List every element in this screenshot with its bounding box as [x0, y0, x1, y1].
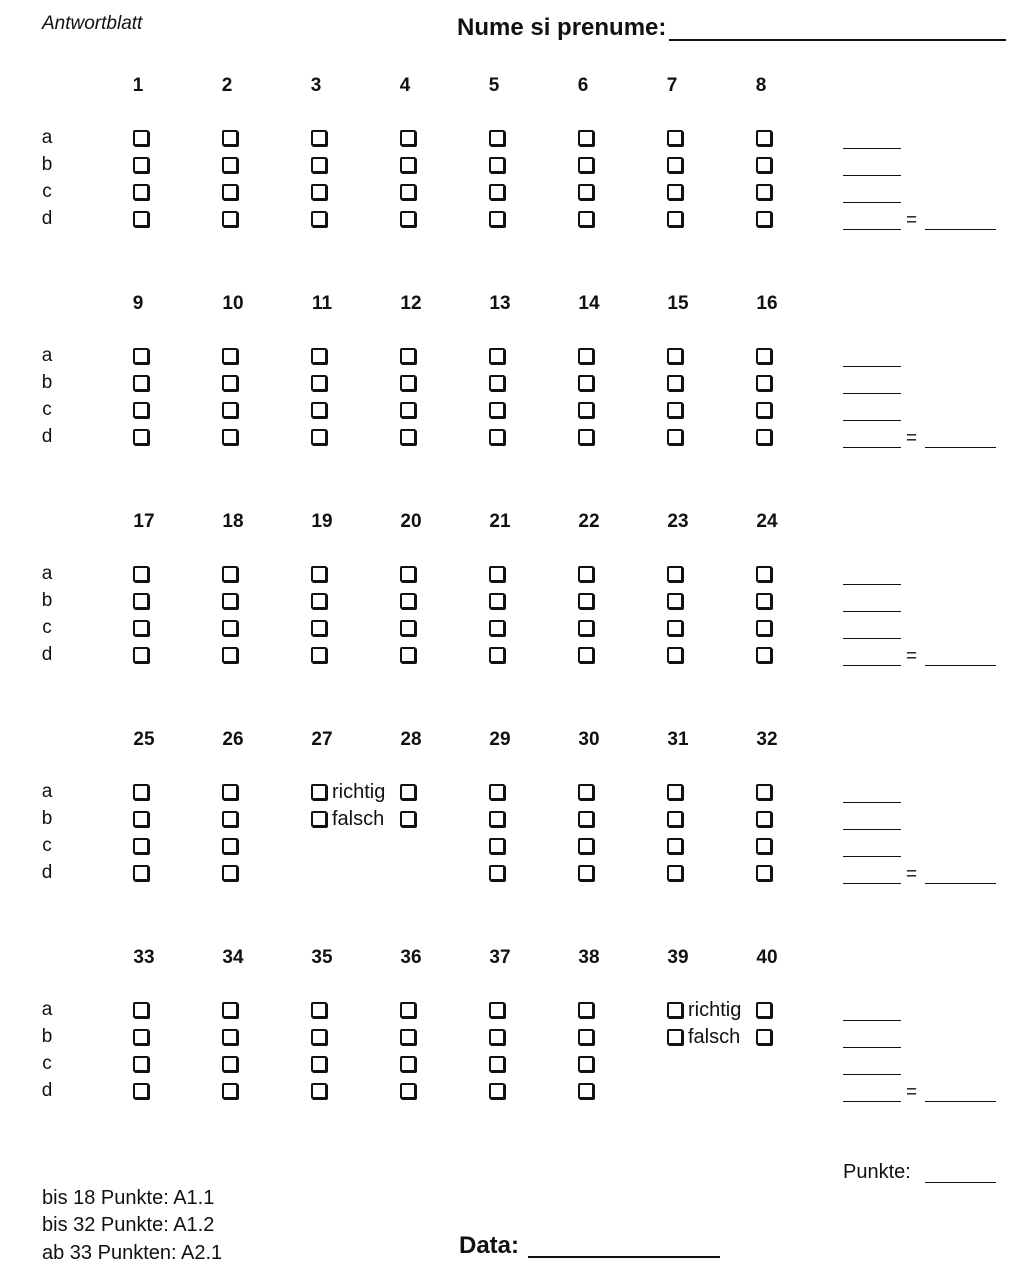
answer-checkbox[interactable] [578, 566, 594, 582]
answer-checkbox[interactable] [133, 375, 149, 391]
answer-checkbox[interactable] [311, 1029, 327, 1045]
equals-sign: = [906, 646, 918, 667]
question-number: 12 [400, 293, 422, 314]
question-number: 16 [756, 293, 778, 314]
answer-checkbox[interactable] [133, 130, 149, 146]
answer-checkbox[interactable] [311, 1056, 327, 1072]
answer-checkbox[interactable] [222, 647, 238, 663]
richtig-label: richtig [332, 781, 386, 803]
answer-checkbox[interactable] [133, 211, 149, 227]
answer-checkbox[interactable] [489, 838, 505, 854]
answer-checkbox[interactable] [133, 1083, 149, 1099]
answer-checkbox[interactable] [578, 157, 594, 173]
question-number: 27 [311, 729, 333, 750]
answer-checkbox[interactable] [400, 1029, 416, 1045]
answer-checkbox[interactable] [222, 211, 238, 227]
answer-checkbox[interactable] [578, 620, 594, 636]
answer-checkbox[interactable] [311, 211, 327, 227]
row-score-line[interactable] [843, 665, 901, 666]
question-number: 37 [489, 947, 511, 968]
answer-checkbox[interactable] [756, 402, 772, 418]
answer-checkbox[interactable] [489, 811, 505, 827]
answer-checkbox[interactable] [222, 348, 238, 364]
answer-checkbox[interactable] [133, 593, 149, 609]
row-score-line[interactable] [843, 229, 901, 230]
answer-checkbox[interactable] [667, 566, 683, 582]
answer-checkbox[interactable] [133, 429, 149, 445]
answer-checkbox[interactable] [133, 811, 149, 827]
answer-checkbox[interactable] [667, 784, 683, 800]
question-number: 38 [578, 947, 600, 968]
answer-checkbox[interactable] [756, 865, 772, 881]
answer-checkbox[interactable] [489, 593, 505, 609]
question-number: 32 [756, 729, 778, 750]
answer-checkbox[interactable] [578, 429, 594, 445]
option-row-label: c [42, 1053, 52, 1074]
answer-checkbox[interactable] [222, 784, 238, 800]
row-score-line[interactable] [843, 856, 901, 857]
answer-checkbox[interactable] [667, 620, 683, 636]
question-number: 34 [222, 947, 244, 968]
option-row-label: b [41, 808, 53, 829]
option-row-label: b [41, 590, 53, 611]
answer-checkbox[interactable] [133, 865, 149, 881]
option-row-label: c [42, 617, 52, 638]
answer-checkbox[interactable] [667, 375, 683, 391]
block-total-line[interactable] [925, 665, 996, 666]
answer-checkbox[interactable] [667, 429, 683, 445]
answer-checkbox[interactable] [222, 402, 238, 418]
option-row-label: b [41, 372, 53, 393]
answer-checkbox[interactable] [133, 838, 149, 854]
answer-checkbox[interactable] [489, 429, 505, 445]
answer-checkbox[interactable] [133, 647, 149, 663]
equals-sign: = [906, 210, 918, 231]
answer-checkbox[interactable] [578, 647, 594, 663]
question-number: 22 [578, 511, 600, 532]
answer-checkbox[interactable] [578, 402, 594, 418]
question-number: 24 [756, 511, 778, 532]
row-score-line[interactable] [843, 1101, 901, 1102]
question-number: 1 [132, 75, 144, 96]
row-score-line[interactable] [843, 802, 901, 803]
date-label: Data: [459, 1232, 520, 1259]
answer-checkbox[interactable] [311, 593, 327, 609]
row-score-line[interactable] [843, 175, 901, 176]
question-number: 31 [667, 729, 689, 750]
answer-checkbox[interactable] [489, 375, 505, 391]
row-score-line[interactable] [843, 148, 901, 149]
answer-checkbox[interactable] [311, 811, 327, 827]
answer-checkbox[interactable] [400, 1056, 416, 1072]
falsch-label: falsch [332, 808, 385, 830]
answer-checkbox[interactable] [578, 130, 594, 146]
answer-checkbox[interactable] [222, 566, 238, 582]
answer-checkbox[interactable] [311, 130, 327, 146]
level-threshold-a11: bis 18 Punkte: A1.1 [42, 1187, 215, 1209]
answer-checkbox[interactable] [756, 429, 772, 445]
question-number: 19 [311, 511, 333, 532]
answer-checkbox[interactable] [222, 838, 238, 854]
row-score-line[interactable] [843, 420, 901, 421]
answer-checkbox[interactable] [578, 1029, 594, 1045]
answer-checkbox[interactable] [222, 593, 238, 609]
answer-checkbox[interactable] [400, 402, 416, 418]
answer-checkbox[interactable] [400, 566, 416, 582]
question-number: 3 [310, 75, 322, 96]
answer-checkbox[interactable] [756, 1002, 772, 1018]
answer-checkbox[interactable] [400, 211, 416, 227]
answer-checkbox[interactable] [133, 157, 149, 173]
answer-checkbox[interactable] [756, 348, 772, 364]
question-number: 9 [132, 293, 144, 314]
answer-checkbox[interactable] [578, 348, 594, 364]
answer-checkbox[interactable] [133, 1029, 149, 1045]
answer-checkbox[interactable] [489, 1002, 505, 1018]
question-number: 20 [400, 511, 422, 532]
answer-checkbox[interactable] [222, 157, 238, 173]
answer-checkbox[interactable] [667, 348, 683, 364]
answer-checkbox[interactable] [667, 647, 683, 663]
question-number: 13 [489, 293, 511, 314]
question-number: 10 [222, 293, 244, 314]
answer-checkbox[interactable] [489, 184, 505, 200]
answer-checkbox[interactable] [133, 402, 149, 418]
option-row-label: c [42, 835, 52, 856]
option-row-label: c [42, 181, 52, 202]
sheet-title: Antwortblatt [42, 13, 143, 34]
answer-checkbox[interactable] [578, 1002, 594, 1018]
option-row-label: a [41, 127, 53, 148]
row-score-line[interactable] [843, 883, 901, 884]
answer-checkbox[interactable] [756, 811, 772, 827]
answer-checkbox[interactable] [311, 184, 327, 200]
answer-checkbox[interactable] [667, 1029, 683, 1045]
row-score-line[interactable] [843, 1047, 901, 1048]
block-total-line[interactable] [925, 883, 996, 884]
question-number: 28 [400, 729, 422, 750]
answer-checkbox[interactable] [756, 593, 772, 609]
answer-checkbox[interactable] [400, 130, 416, 146]
row-score-line[interactable] [843, 447, 901, 448]
answer-checkbox[interactable] [311, 375, 327, 391]
option-row-label: a [41, 563, 53, 584]
question-number: 29 [489, 729, 511, 750]
answer-checkbox[interactable] [311, 784, 327, 800]
option-row-label: d [41, 644, 53, 665]
row-score-line[interactable] [843, 1020, 901, 1021]
question-number: 11 [311, 293, 333, 314]
question-number: 36 [400, 947, 422, 968]
answer-checkbox[interactable] [400, 375, 416, 391]
row-score-line[interactable] [843, 202, 901, 203]
answer-checkbox[interactable] [222, 130, 238, 146]
answer-checkbox[interactable] [400, 1002, 416, 1018]
answer-checkbox[interactable] [489, 620, 505, 636]
answer-checkbox[interactable] [222, 184, 238, 200]
answer-checkbox[interactable] [667, 838, 683, 854]
answer-checkbox[interactable] [133, 1056, 149, 1072]
answer-checkbox[interactable] [489, 157, 505, 173]
question-number: 5 [488, 75, 500, 96]
answer-checkbox[interactable] [667, 1002, 683, 1018]
question-number: 2 [221, 75, 233, 96]
option-row-label: d [41, 862, 53, 883]
option-row-label: a [41, 781, 53, 802]
answer-checkbox[interactable] [133, 566, 149, 582]
answer-checkbox[interactable] [667, 184, 683, 200]
answer-checkbox[interactable] [222, 1056, 238, 1072]
level-threshold-a21: ab 33 Punkten: A2.1 [42, 1242, 223, 1264]
answer-checkbox[interactable] [489, 784, 505, 800]
answer-checkbox[interactable] [756, 620, 772, 636]
block-total-line[interactable] [925, 229, 996, 230]
answer-checkbox[interactable] [222, 865, 238, 881]
answer-checkbox[interactable] [667, 865, 683, 881]
total-points-line[interactable] [925, 1182, 996, 1183]
question-number: 17 [133, 511, 155, 532]
question-number: 4 [399, 75, 411, 96]
question-number: 26 [222, 729, 244, 750]
answer-checkbox[interactable] [400, 348, 416, 364]
question-number: 21 [489, 511, 511, 532]
answer-checkbox[interactable] [489, 1029, 505, 1045]
date-field-line[interactable] [528, 1256, 720, 1258]
answer-checkbox[interactable] [489, 1056, 505, 1072]
answer-checkbox[interactable] [756, 566, 772, 582]
equals-sign: = [906, 1082, 918, 1103]
answer-checkbox[interactable] [400, 593, 416, 609]
question-number: 35 [311, 947, 333, 968]
question-number: 23 [667, 511, 689, 532]
answer-checkbox[interactable] [133, 1002, 149, 1018]
question-number: 18 [222, 511, 244, 532]
answer-checkbox[interactable] [489, 1083, 505, 1099]
answer-checkbox[interactable] [400, 620, 416, 636]
row-score-line[interactable] [843, 393, 901, 394]
answer-checkbox[interactable] [756, 838, 772, 854]
answer-checkbox[interactable] [667, 811, 683, 827]
answer-checkbox[interactable] [578, 1083, 594, 1099]
row-score-line[interactable] [843, 611, 901, 612]
option-row-label: b [41, 154, 53, 175]
answer-checkbox[interactable] [578, 838, 594, 854]
name-field-line[interactable] [669, 39, 1006, 41]
row-score-line[interactable] [843, 638, 901, 639]
answer-checkbox[interactable] [133, 620, 149, 636]
question-number: 8 [755, 75, 767, 96]
block-total-line[interactable] [925, 1101, 996, 1102]
answer-checkbox[interactable] [667, 593, 683, 609]
answer-checkbox[interactable] [222, 429, 238, 445]
option-row-label: d [41, 208, 53, 229]
answer-checkbox[interactable] [311, 157, 327, 173]
answer-checkbox[interactable] [400, 784, 416, 800]
equals-sign: = [906, 864, 918, 885]
question-number: 6 [577, 75, 589, 96]
richtig-label: richtig [688, 999, 742, 1021]
question-number: 15 [667, 293, 689, 314]
option-row-label: d [41, 1080, 53, 1101]
row-score-line[interactable] [843, 584, 901, 585]
answer-checkbox[interactable] [578, 865, 594, 881]
question-number: 40 [756, 947, 778, 968]
answer-checkbox[interactable] [222, 620, 238, 636]
question-number: 30 [578, 729, 600, 750]
question-number: 14 [578, 293, 600, 314]
answer-checkbox[interactable] [311, 348, 327, 364]
answer-checkbox[interactable] [578, 593, 594, 609]
answer-checkbox[interactable] [222, 1002, 238, 1018]
option-row-label: a [41, 999, 53, 1020]
row-score-line[interactable] [843, 366, 901, 367]
level-threshold-a12: bis 32 Punkte: A1.2 [42, 1214, 215, 1236]
answer-checkbox[interactable] [311, 566, 327, 582]
answer-checkbox[interactable] [667, 130, 683, 146]
answer-checkbox[interactable] [311, 620, 327, 636]
falsch-label: falsch [688, 1026, 741, 1048]
answer-checkbox[interactable] [578, 375, 594, 391]
answer-checkbox[interactable] [400, 157, 416, 173]
answer-checkbox[interactable] [489, 647, 505, 663]
answer-checkbox[interactable] [756, 184, 772, 200]
option-row-label: c [42, 399, 52, 420]
answer-checkbox[interactable] [222, 1029, 238, 1045]
question-number: 39 [667, 947, 689, 968]
answer-checkbox[interactable] [578, 184, 594, 200]
answer-checkbox[interactable] [756, 1029, 772, 1045]
answer-checkbox[interactable] [756, 157, 772, 173]
answer-checkbox[interactable] [489, 402, 505, 418]
answer-checkbox[interactable] [133, 348, 149, 364]
answer-checkbox[interactable] [756, 784, 772, 800]
answer-checkbox[interactable] [667, 157, 683, 173]
answer-checkbox[interactable] [400, 1083, 416, 1099]
name-label: Nume si prenume: [457, 14, 667, 41]
option-row-label: a [41, 345, 53, 366]
block-total-line[interactable] [925, 447, 996, 448]
answer-checkbox[interactable] [222, 811, 238, 827]
answer-checkbox[interactable] [578, 1056, 594, 1072]
row-score-line[interactable] [843, 1074, 901, 1075]
answer-checkbox[interactable] [400, 429, 416, 445]
answer-checkbox[interactable] [222, 1083, 238, 1099]
answer-checkbox[interactable] [489, 566, 505, 582]
equals-sign: = [906, 428, 918, 449]
answer-checkbox[interactable] [756, 130, 772, 146]
answer-checkbox[interactable] [400, 184, 416, 200]
answer-checkbox[interactable] [133, 184, 149, 200]
answer-checkbox[interactable] [311, 402, 327, 418]
total-points-label: Punkte: [843, 1161, 911, 1183]
answer-checkbox[interactable] [489, 211, 505, 227]
answer-checkbox[interactable] [667, 402, 683, 418]
answer-checkbox[interactable] [222, 375, 238, 391]
answer-checkbox[interactable] [578, 784, 594, 800]
question-number: 7 [666, 75, 678, 96]
option-row-label: d [41, 426, 53, 447]
answer-checkbox[interactable] [578, 811, 594, 827]
option-row-label: b [41, 1026, 53, 1047]
answer-checkbox[interactable] [311, 429, 327, 445]
answer-checkbox[interactable] [400, 811, 416, 827]
answer-checkbox[interactable] [756, 211, 772, 227]
answer-checkbox[interactable] [489, 865, 505, 881]
answer-checkbox[interactable] [311, 647, 327, 663]
answer-checkbox[interactable] [756, 375, 772, 391]
question-number: 25 [133, 729, 155, 750]
row-score-line[interactable] [843, 829, 901, 830]
answer-checkbox[interactable] [667, 211, 683, 227]
answer-checkbox[interactable] [489, 130, 505, 146]
answer-checkbox[interactable] [133, 784, 149, 800]
answer-checkbox[interactable] [311, 1083, 327, 1099]
answer-checkbox[interactable] [756, 647, 772, 663]
answer-checkbox[interactable] [489, 348, 505, 364]
answer-checkbox[interactable] [311, 1002, 327, 1018]
answer-checkbox[interactable] [578, 211, 594, 227]
question-number: 33 [133, 947, 155, 968]
answer-checkbox[interactable] [400, 647, 416, 663]
